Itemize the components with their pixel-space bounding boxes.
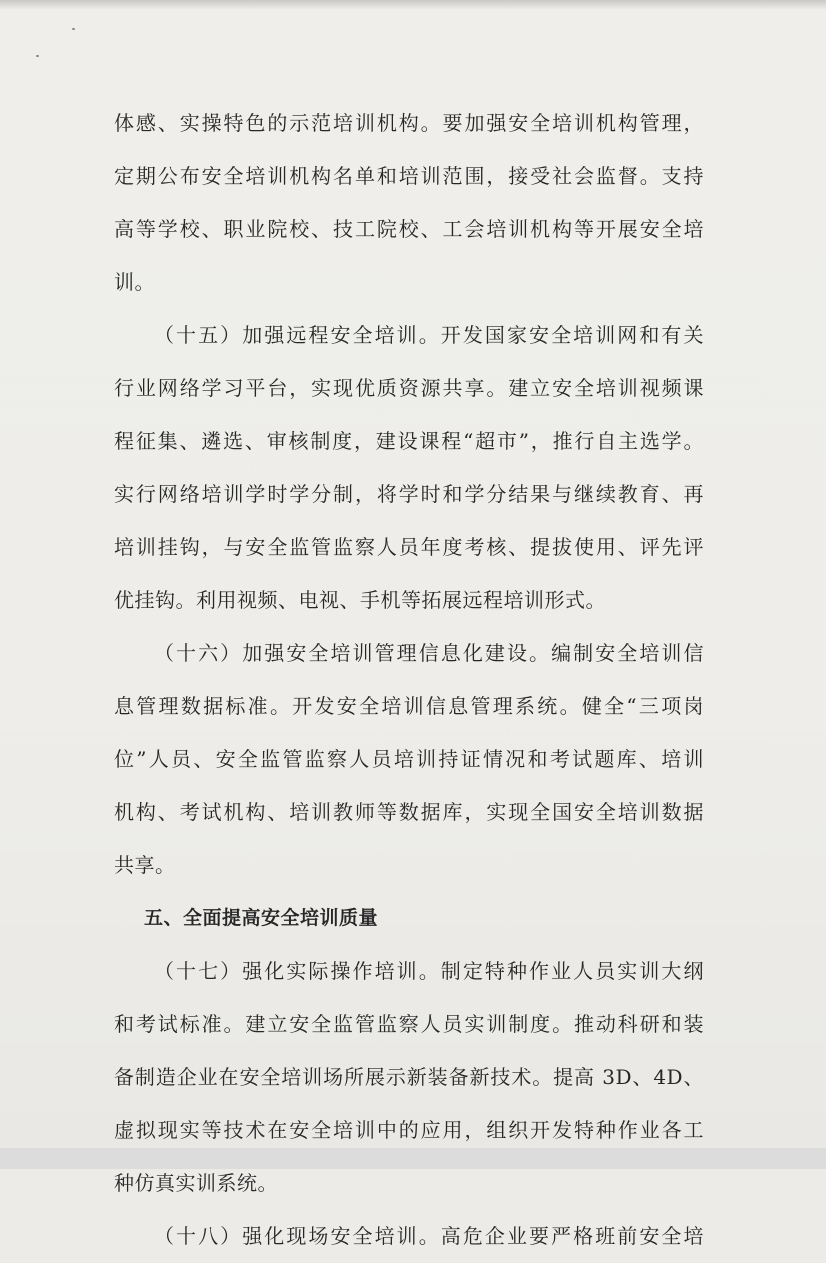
text-line: 体感、实操特色的示范培训机构。要加强安全培训机构管理， [114,111,704,135]
paragraph-start-16: （十六）加强安全培训管理信息化建设。编制安全培训信 [154,641,704,665]
text-line: 共享。 [114,853,176,877]
text-line: 训。 [114,270,155,294]
text-line: 定期公布安全培训机构名单和培训范围，接受社会监督。支持 [114,164,704,188]
section-heading: 五、全面提高安全培训质量 [144,907,379,929]
paragraph-start-15: （十五）加强远程安全培训。开发国家安全培训网和有关 [154,323,704,347]
scan-top-edge [0,0,826,10]
text-line: 种仿真实训系统。 [114,1171,278,1195]
scan-speck [36,55,39,57]
text-line: 机构、考试机构、培训教师等数据库，实现全国安全培训数据 [114,800,704,824]
text-line: 程征集、遴选、审核制度，建设课程“超市”，推行自主选学。 [114,429,704,453]
text-line: 和考试标准。建立安全监管监察人员实训制度。推动科研和装 [114,1012,704,1036]
text-line: 培训挂钩，与安全监管监察人员年度考核、提拔使用、评先评 [114,535,704,559]
text-line: 息管理数据标准。开发安全培训信息管理系统。健全“三项岗 [114,694,704,718]
text-line: 备制造企业在安全培训场所展示新装备新技术。提高 3D、4D、 [114,1065,704,1089]
document-body [114,97,704,1263]
text-line: 优挂钩。利用视频、电视、手机等拓展远程培训形式。 [114,588,606,612]
text-line: 位”人员、安全监管监察人员培训持证情况和考试题库、培训 [114,747,704,771]
scan-bottom-edge [0,1148,826,1169]
text-line: 高等学校、职业院校、技工院校、工会培训机构等开展安全培 [114,217,704,241]
paragraph-start-18: （十八）强化现场安全培训。高危企业要严格班前安全培 [154,1224,704,1248]
text-line: 行业网络学习平台，实现优质资源共享。建立安全培训视频课 [114,376,704,400]
text-line: 实行网络培训学时学分制，将学时和学分结果与继续教育、再 [114,482,704,506]
scan-speck [72,28,75,30]
paragraph-start-17: （十七）强化实际操作培训。制定特种作业人员实训大纲 [154,959,704,983]
text-line: 虚拟现实等技术在安全培训中的应用，组织开发特种作业各工 [114,1118,704,1142]
